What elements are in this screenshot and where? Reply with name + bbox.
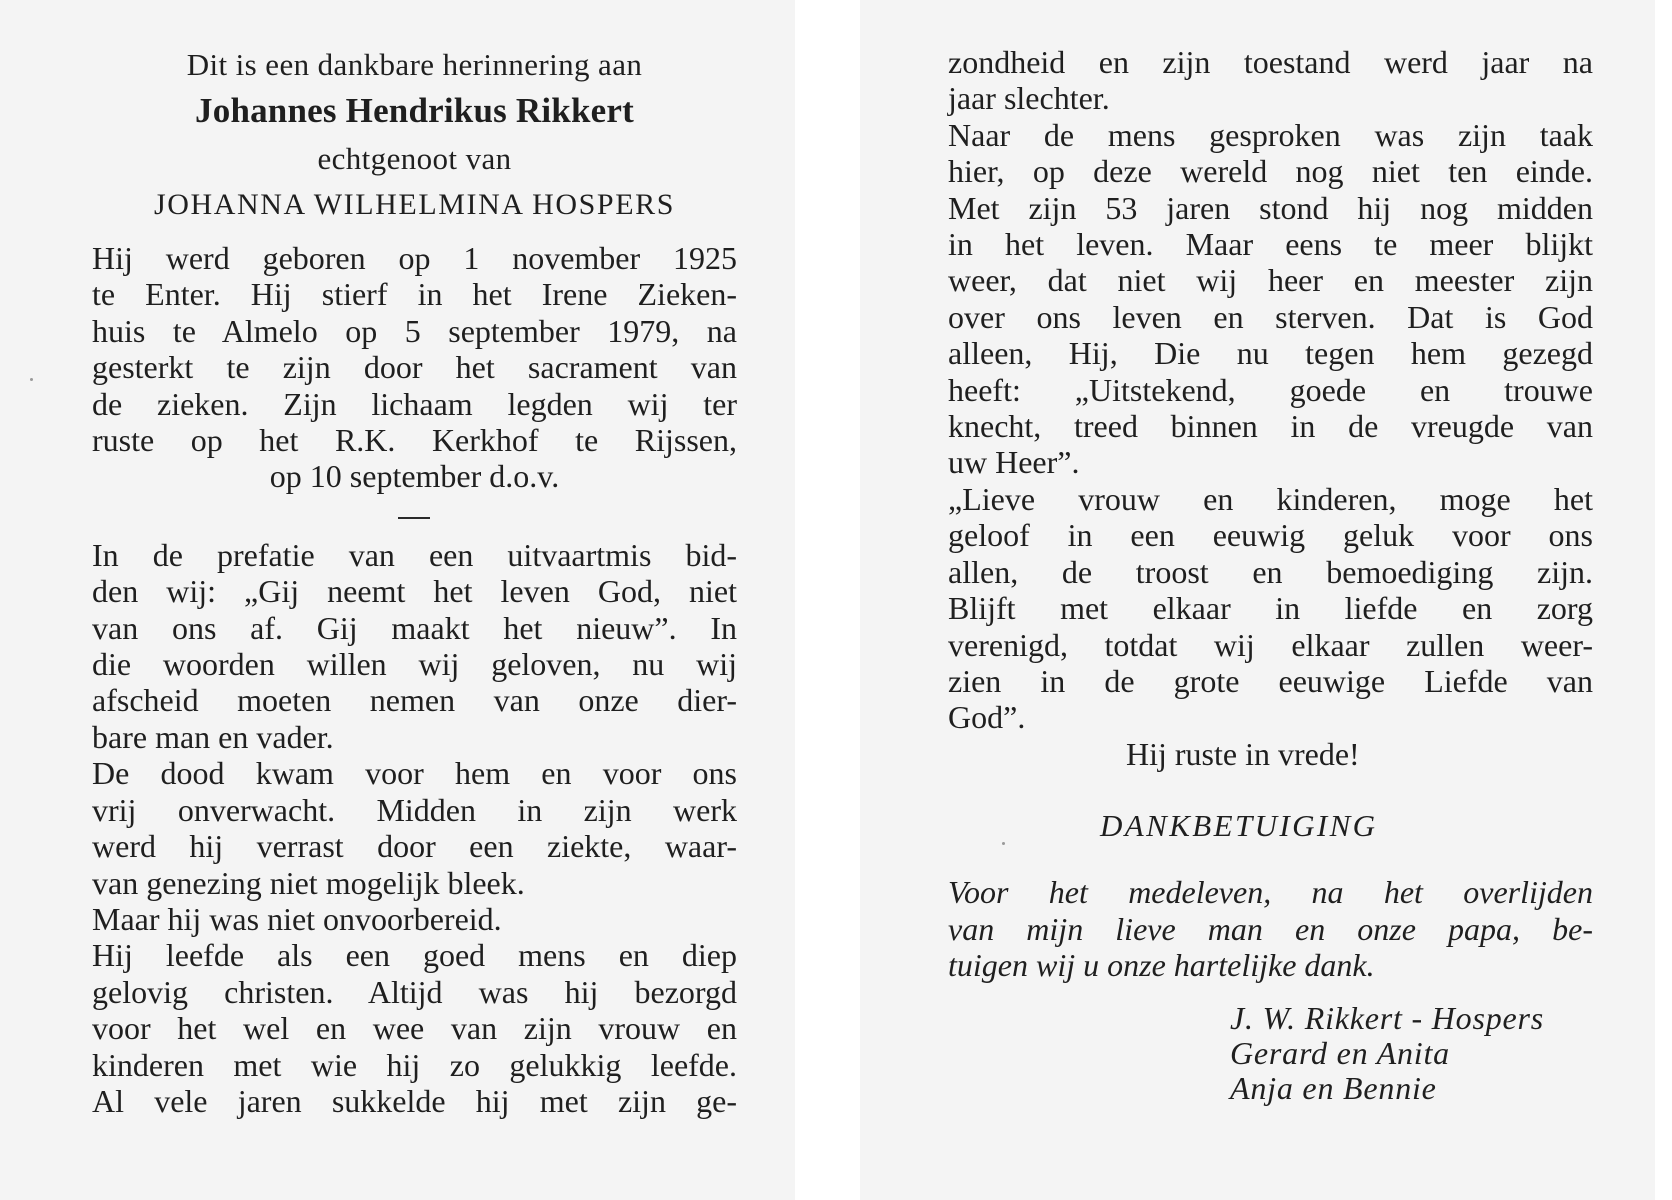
left-card-page [0,0,795,1200]
text-line: vrij onverwacht. Midden in zijn werk [92,791,737,828]
thanks-heading: DANKBETUIGING [1100,808,1378,844]
text-line: „Lieve vrouw en kinderen, moge het [948,480,1593,517]
text-line: uw Heer”. [948,444,1080,481]
signature-line: Gerard en Anita [1230,1035,1450,1072]
continuation-paragraph [948,44,1593,736]
separator [92,495,737,537]
text-line: De dood kwam voor hem en voor ons [92,755,737,792]
text-line: kinderen met wie hij zo gelukkig leefde. [92,1046,737,1083]
reflection-paragraph [92,537,737,1120]
signature-line: Anja en Bennie [1230,1070,1437,1107]
text-line: huis te Almelo op 5 september 1979, na [92,312,737,349]
text-line: over ons leven en sterven. Dat is God [948,298,1593,335]
text-line: van ons af. Gij maakt het nieuw”. In [92,609,737,646]
text-line: Hij werd geboren op 1 november 1925 [92,240,737,276]
text-line: die woorden willen wij geloven, nu wij [92,646,737,683]
closing-line: Hij ruste in vrede! [1126,735,1360,772]
separator-dash [398,517,430,519]
text-line: op 10 september d.o.v. [269,458,560,495]
thanks-paragraph [948,874,1593,983]
text-line: te Enter. Hij stierf in het Irene Zieken- [92,276,737,313]
text-line: God”. [948,699,1026,736]
text-line: Naar de mens gesproken was zijn taak [948,116,1593,153]
text-line: ruste op het R.K. Kerkhof te Rijssen, [92,422,737,459]
text-line: de zieken. Zijn lichaam legden wij ter [92,385,737,422]
text-line: allen, de troost en bemoediging zijn. [948,553,1593,590]
signature-block [948,1001,1593,1106]
text-line: voor het wel en wee van zijn vrouw en [92,1010,737,1047]
thanks-line: van mijn lieve man en onze papa, be- [948,910,1593,947]
text-line: gesterkt te zijn door het sacrament van [92,349,737,386]
text-line: verenigd, totdat wij elkaar zullen weer- [948,626,1593,663]
signature-line: J. W. Rikkert - Hospers [1230,1000,1545,1037]
intro-line: Dit is een dankbare herinnering aan [186,47,643,82]
text-line: in het leven. Maar eens te meer blijkt [948,226,1593,263]
thanks-line: tuigen wij u onze hartelijke dank. [948,946,1375,983]
thanks-line: Voor het medeleven, na het overlijden [948,874,1593,911]
text-line: In de prefatie van een uitvaartmis bid- [92,536,737,573]
text-line: geloof in een eeuwig geluk voor ons [948,517,1593,554]
right-card-page [860,0,1655,1200]
text-line: jaar slechter. [948,80,1110,117]
text-line: zondheid en zijn toestand werd jaar na [948,44,1593,80]
text-line: van genezing niet mogelijk bleek. [92,864,525,901]
text-line: afscheid moeten nemen van onze dier- [92,682,737,719]
print-speck [30,378,33,381]
text-line: den wij: „Gij neemt het leven God, niet [92,573,737,610]
text-line: werd hij verrast door een ziekte, waar- [92,828,737,865]
text-line: weer, dat niet wij heer en meester zijn [948,262,1593,299]
text-line: heeft: „Uitstekend, goede en trouwe [948,371,1593,408]
spouse-name: JOHANNA WILHELMINA HOSPERS [153,188,676,221]
spouse-intro: echtgenoot van [317,141,512,176]
text-line: Hij leefde als een goed mens en diep [92,937,737,974]
text-line: bare man en vader. [92,718,334,755]
print-speck [1002,842,1005,845]
text-line: alleen, Hij, Die nu tegen hem gezegd [948,335,1593,372]
text-line: Al vele jaren sukkelde hij met zijn ge- [92,1082,737,1119]
text-line: Met zijn 53 jaren stond hij nog midden [948,189,1593,226]
text-line: zien in de grote eeuwige Liefde van [948,662,1593,699]
deceased-name: Johannes Hendrikus Rikkert [195,91,634,130]
text-line: Blijft met elkaar in liefde en zorg [948,590,1593,627]
right-text-column [948,44,1593,1106]
left-text-column [92,44,737,1119]
life-paragraph [92,240,737,495]
text-line: gelovig christen. Altijd was hij bezorgd [92,973,737,1010]
text-line: knecht, treed binnen in de vreugde van [948,408,1593,445]
text-line: Maar hij was niet onvoorbereid. [92,900,502,937]
text-line: hier, op deze wereld nog niet ten einde. [948,153,1593,190]
